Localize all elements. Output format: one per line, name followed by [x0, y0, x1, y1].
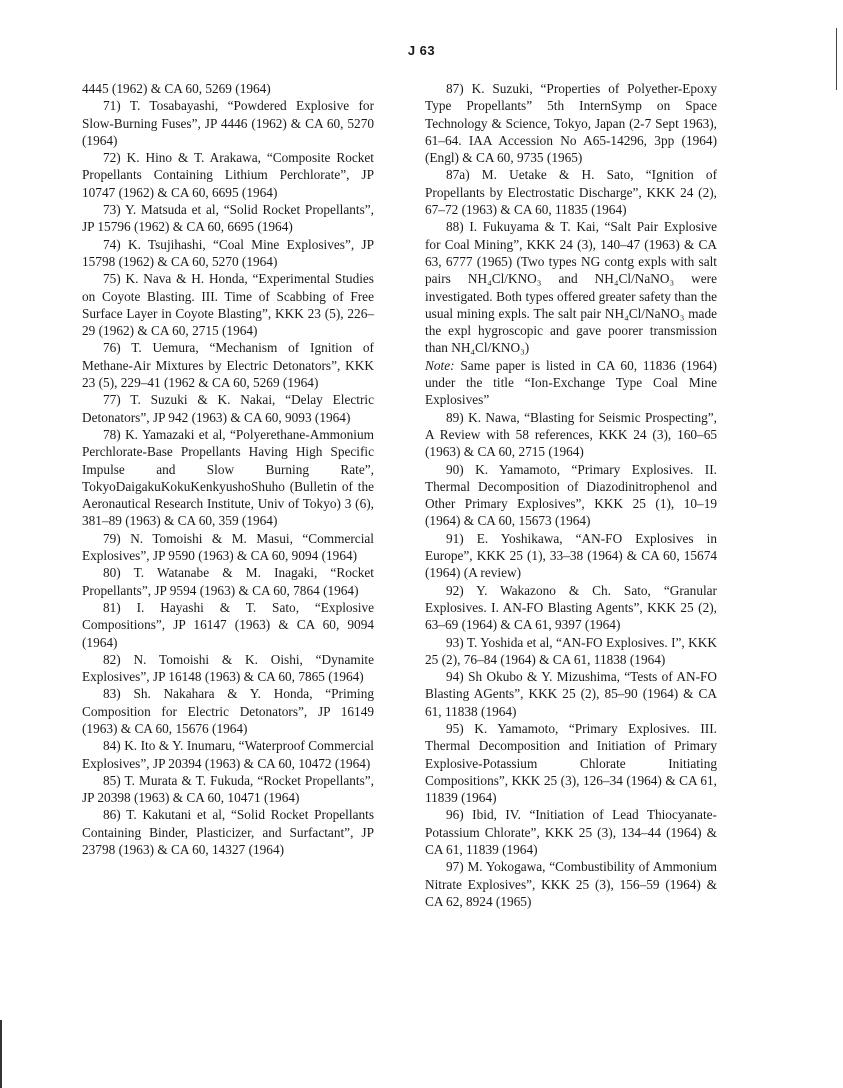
page-edge-mark-left — [0, 1020, 2, 1088]
reference-entry — [82, 564, 374, 599]
reference-entry — [82, 97, 374, 149]
reference-entry — [82, 426, 374, 530]
reference-text: 76) T. Uemura, “Mechanism of Ignition of Methane-Air Mixtures by Electric Detonators”, KKK 23 (5), 229–41 (1962 & CA 60, 5269 (1964) — [82, 340, 374, 391]
reference-text: 86) T. Kakutani et al, “Solid Rocket Propellants Containing Binder, Plasticizer, and Surfactant”, JP 23798 (1963) & CA 60, 14327 (1964) — [82, 807, 374, 858]
left-column — [82, 80, 374, 858]
reference-text: Same paper is listed in CA 60, 11836 (1964) under the title “Ion-Exchange Type Coal Mine Explosives” — [425, 357, 717, 408]
reference-entry — [425, 357, 717, 409]
page-edge-mark — [836, 28, 837, 90]
reference-entry — [425, 80, 717, 166]
reference-text: 81) I. Hayashi & T. Sato, “Explosive Compositions”, JP 16147 (1963) & CA 60, 9094 (1964) — [82, 599, 374, 650]
reference-entry — [82, 149, 374, 201]
reference-entry — [425, 634, 717, 669]
reference-entry — [82, 806, 374, 858]
reference-text: 75) K. Nava & H. Honda, “Experimental Studies on Coyote Blasting. III. Time of Scabbing of Free Surface Layer in Coyote Blasting”, KKK 23 (5), 226–29 (1962) & CA 60, 2715 (1964) — [82, 271, 374, 339]
reference-text: 97) M. Yokogawa, “Combustibility of Ammonium Nitrate Explosives”, KKK 25 (3), 156–59 (1964) & CA 62, 8924 (1965) — [425, 859, 717, 909]
reference-text: 90) K. Yamamoto, “Primary Explosives. II. Thermal Decomposition of Diazodinitrophenol and Other Primary Explosives”, KKK 25 (1), 10–19 (1964) & CA 60, 15673 (1964) — [425, 461, 717, 529]
reference-entry — [82, 772, 374, 807]
reference-entry — [82, 737, 374, 772]
reference-text: 87a) M. Uetake & H. Sato, “Ignition of Propellants by Electrostatic Discharge”, KKK 24 (2), 67–72 (1963) & CA 60, 11835 (1964) — [425, 167, 717, 218]
reference-entry — [82, 201, 374, 236]
reference-text: 74) K. Tsujihashi, “Coal Mine Explosives”, JP 15798 (1962) & CA 60, 5270 (1964) — [82, 236, 374, 269]
note-label: Note: — [425, 357, 455, 373]
reference-entry — [82, 391, 374, 426]
reference-entry — [425, 166, 717, 218]
reference-text: 79) N. Tomoishi & M. Masui, “Commercial Explosives”, JP 9590 (1963) & CA 60, 9094 (1964) — [82, 530, 374, 564]
reference-text: 72) K. Hino & T. Arakawa, “Composite Rocket Propellants Containing Lithium Perchlorate”, JP 10747 (1962) & CA 60, 6695 (1964) — [82, 150, 374, 200]
reference-text: 94) Sh Okubo & Y. Mizushima, “Tests of AN-FO Blasting AGents”, KKK 25 (2), 85–90 (1964) & CA 61, 11838 (1964) — [425, 669, 717, 719]
reference-text: 82) N. Tomoishi & K. Oishi, “Dynamite Explosives”, JP 16148 (1963) & CA 60, 7865 (1964) — [82, 651, 374, 685]
reference-entry — [82, 530, 374, 565]
reference-entry — [82, 651, 374, 686]
reference-entry — [425, 218, 717, 356]
reference-entry — [82, 685, 374, 737]
reference-text: 91) E. Yoshikawa, “AN-FO Explosives in Europe”, KKK 25 (1), 33–38 (1964) & CA 60, 15674 (1964) (A review) — [425, 530, 717, 581]
reference-entry — [425, 668, 717, 720]
reference-text: 84) K. Ito & Y. Inumaru, “Waterproof Commercial Explosives”, JP 20394 (1963) & CA 60, 10472 (1964) — [82, 738, 374, 771]
reference-text: 95) K. Yamamoto, “Primary Explosives. III. Thermal Decomposition and Initiation of Primary Explosive-Potassium Chlorate Initiating Compositions”, KKK 25 (3), 126–34 (1964) & CA 61, 11839 (1964) — [425, 720, 717, 806]
reference-entry — [82, 339, 374, 391]
reference-entry — [82, 236, 374, 271]
reference-text: 92) Y. Wakazono & Ch. Sato, “Granular Explosives. I. AN-FO Blasting Agents”, KKK 25 (2), 63–69 (1964) & CA 61, 9397 (1964) — [425, 582, 717, 633]
reference-text: 83) Sh. Nakahara & Y. Honda, “Priming Composition for Electric Detonators”, JP 16149 (1963) & CA 60, 15676 (1964) — [82, 686, 374, 736]
reference-entry — [425, 720, 717, 806]
reference-text: 77) T. Suzuki & K. Nakai, “Delay Electric Detonators”, JP 942 (1963) & CA 60, 9093 (1964) — [82, 392, 374, 425]
reference-entry — [425, 461, 717, 530]
reference-text: 96) Ibid, IV. “Initiation of Lead Thiocyanate-Potassium Chlorate”, KKK 25 (3), 134–44 (1964) & CA 61, 11839 (1964) — [425, 807, 717, 858]
reference-entry — [82, 599, 374, 651]
reference-entry — [425, 530, 717, 582]
reference-text: 73) Y. Matsuda et al, “Solid Rocket Propellants”, JP 15796 (1962) & CA 60, 6695 (1964) — [82, 202, 374, 235]
reference-entry — [82, 270, 374, 339]
reference-entry — [82, 80, 374, 97]
right-column — [425, 80, 717, 910]
reference-text: 89) K. Nawa, “Blasting for Seismic Prospecting”, A Review with 58 references, KKK 24 (3), 160–65 (1963) & CA 60, 2715 (1964) — [425, 409, 717, 460]
reference-entry — [425, 582, 717, 634]
reference-text: 88) I. Fukuyama & T. Kai, “Salt Pair Explosive for Coal Mining”, KKK 24 (3), 140–47 (1963) & CA 63, 6777 (1965) (Two types NG contg expls with salt pairs NH₄Cl/KNO₃ and NH₄Cl/NaNO₃ were investigated. Both types offered greater safety than the usual mining expls. The salt pair NH₄Cl/NaNO₃ made the expl hygroscopic and gave poorer transmission than NH₄Cl/KNO₃) — [425, 219, 717, 356]
reference-text: 87) K. Suzuki, “Properties of Polyether-Epoxy Type Propellants” 5th InternSymp on Space Technology & Science, Tokyo, Japan (2-7 Sept 1963), 61–64. IAA Accession No A65-14296, 3pp (1964) (Engl) & CA 60, 9735 (1965) — [425, 81, 717, 166]
reference-text: 93) T. Yoshida et al, “AN-FO Explosives. I”, KKK 25 (2), 76–84 (1964) & CA 61, 11838 (1964) — [425, 634, 717, 667]
page-header: J 63 — [407, 43, 436, 58]
reference-entry — [425, 409, 717, 461]
reference-text: 4445 (1962) & CA 60, 5269 (1964) — [82, 81, 271, 96]
reference-text: 78) K. Yamazaki et al, “Polyerethane-Ammonium Perchlorate-Base Propellants Having High Specific Impulse and Slow Burning Rate”, TokyoDaigakuKokuKenkyushoShuho (Bulletin of the Aeronautical Research Institute, Univ of Tokyo) 3 (6), 381–89 (1963) & CA 60, 359 (1964) — [82, 426, 374, 529]
reference-text: 71) T. Tosabayashi, “Powdered Explosive for Slow-Burning Fuses”, JP 4446 (1962) & CA 60, 5270 (1964) — [82, 98, 374, 148]
reference-entry — [425, 858, 717, 910]
reference-entry — [425, 806, 717, 858]
reference-text: 80) T. Watanabe & M. Inagaki, “Rocket Propellants”, JP 9594 (1963) & CA 60, 7864 (1964) — [82, 565, 374, 598]
reference-text: 85) T. Murata & T. Fukuda, “Rocket Propellants”, JP 20398 (1963) & CA 60, 10471 (1964) — [82, 772, 374, 806]
